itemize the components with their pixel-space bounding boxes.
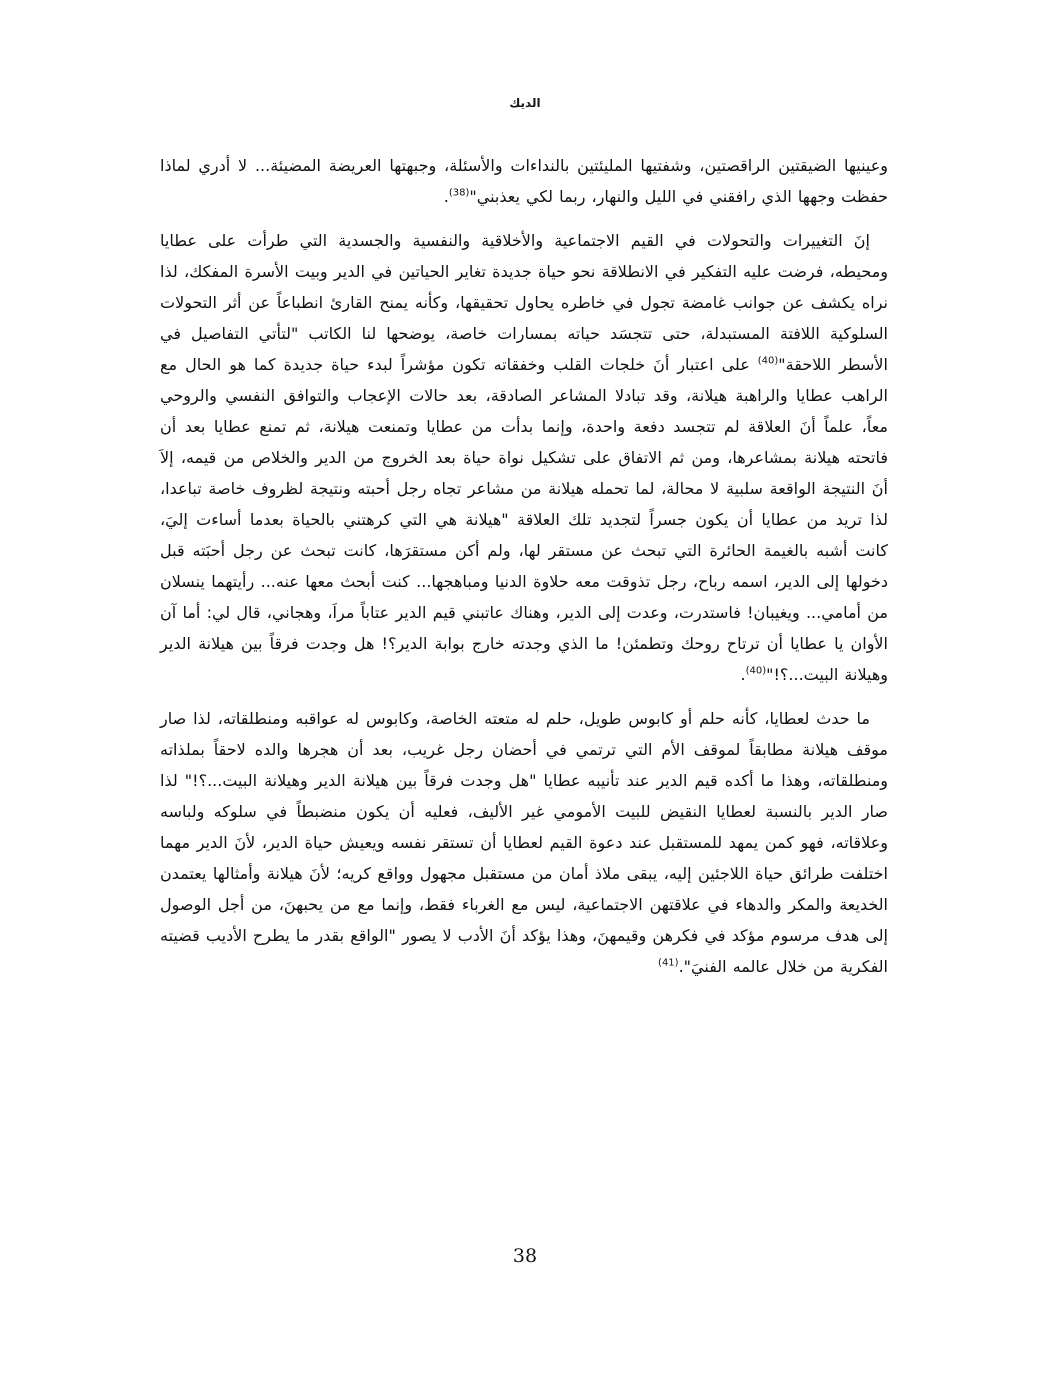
- paragraph-2-tail: على اعتبار أنَ خلجات القلب وخفقاته تكون مؤشراً لبدء حياة جديدة كما هو الحال مع الراهب عطايا والراهبة هيلانة، وقد تبادلا المشاعر الصادقة، بعد حالات الإعجاب والتوافق النفسي والروحي معاً، علماً أنَ العلاقة لم تتجسد دفعة واحدة، وإنما بدأت من عطايا وتمنعت هيلانة، ثم تمنع عطايا بعد أن فاتحته هيلانة بمشاعرها، ومن ثم الاتفاق على تشكيل نواة حياة بعد الخروج من الدير والخلاص من قيمه، إلاَ أنَ النتيجة الواقعة سلبية لا محالة، لما تحمله هيلانة من مشاعر تجاه رجل أحبته ونتيجة لظروف خاصة تباعدا، لذا تريد من عطايا أن يكون جسراً لتجديد تلك العلاقة "هيلانة هي التي كرهتني بالحياة بعدما أساءت إليَ، كانت أشبه بالغيمة الحائرة التي تبحث عن مستقر لها، ولم أكن مستقرَها، كانت تبحث عن رجل أحبَته قبل دخولها إلى الدير، اسمه رباح، رجل تذوقت معه حلاوة الدنيا ومباهجها... كنت أبحث معها عنه... رأيتهما ينسلان من أمامي... ويغيبان! فاستدرت، وعدت إلى الدير، وهناك عاتبني قيم الدير عتاباً مراَ، وهجاني، قال لي: أما آن الأوان يا عطايا أن ترتاح روحك وتطمئن! ما الذي وجدته خارج بوابة الدير؟! هل وجدت فرقاً بين هيلانة الدير وهيلانة البيت...؟!": [160, 355, 888, 684]
- footnote-ref-38: (38): [448, 187, 470, 199]
- paragraph-1-text: وعينيها الضيقتين الراقصتين، وشفتيها المليئتين بالنداءات والأسئلة، وجبهتها العريضة المضيئة... لا أدري لماذا حفظت وجهها الذي رافقني في الليل والنهار، ربما لكي يعذبني": [160, 156, 888, 206]
- paragraph-2-text: إنَ التغييرات والتحولات في القيم الاجتماعية والأخلاقية والنفسية والجسدية التي طرأت على عطايا ومحيطه، فرضت عليه التفكير في الانطلاقة نحو حياة جديدة تغاير الحياتين في الدير وبيت الأسرة المفكك، لذا نراه يكشف عن جوانب غامضة تجول في خاطره يحاول تحقيقها، وكأنه يمنح القارئ انطباعاً عن أثر التحولات السلوكية اللافتة المستبدلة، حتى تتجسَد حياته بمسارات خاصة، يوضحها لنا الكاتب "لتأتي التفاصيل في الأسطر اللاحقة": [160, 231, 888, 374]
- paragraph-1: [160, 150, 888, 212]
- paragraph-3-text: ما حدث لعطايا، كأنه حلم أو كابوس طويل، حلم له متعته الخاصة، وكابوس له عواقبه ومنطلقاته، لذا صار موقف هيلانة مطابقاً لموقف الأم التي ترتمي في أحضان رجل غريب، بعد أن هجرها والده لاحقاً بملذاته ومنطلقاته، وهذا ما أكده قيم الدير عند تأنيبه عطايا "هل وجدت فرقاً بين هيلانة الدير وهيلانة البيت...؟!" لذا صار الدير بالنسبة لعطايا النقيض للبيت الأمومي غير الأليف، فعليه أن يكون منضبطاً في سلوكه ولباسه وعلاقاته، فهو كمن يمهد للمستقبل عند دعوة القيم لعطايا أن تستقر نفسه ويعيش حياة الدير، لأنَ الدير مهما اختلفت طرائق حياة اللاجئين إليه، يبقى ملاذ أمان من مستقبل مجهول وواقع كريه؛ لأنَ هيلانة وأمثالها يعتمدن الخديعة والمكر والدهاء في علاقتهن الاجتماعية، ليس مع الغرباء فقط، وإنما مع من يحبهنَ، من أجل الوصول إلى هدف مرسوم مؤكد في فكرهن وقيمهنَ، وهذا يؤكد أنَ الأدب لا يصور "الواقع بقدر ما يطرح الأديب قضيته الفكرية من خلال عالمه الفنيَ".: [160, 709, 888, 976]
- paragraph-3: [160, 703, 888, 982]
- page-number: 38: [512, 1245, 538, 1267]
- footnote-ref-39: (40): [757, 355, 779, 367]
- footnote-ref-40: (40): [745, 665, 767, 677]
- footnote-ref-41: (41): [658, 957, 679, 969]
- body-text: [160, 150, 888, 982]
- paragraph-1-tail: .: [443, 187, 449, 206]
- paragraph-2: [160, 225, 888, 690]
- running-header: الديك: [509, 96, 541, 110]
- paragraph-2-end: .: [740, 665, 746, 684]
